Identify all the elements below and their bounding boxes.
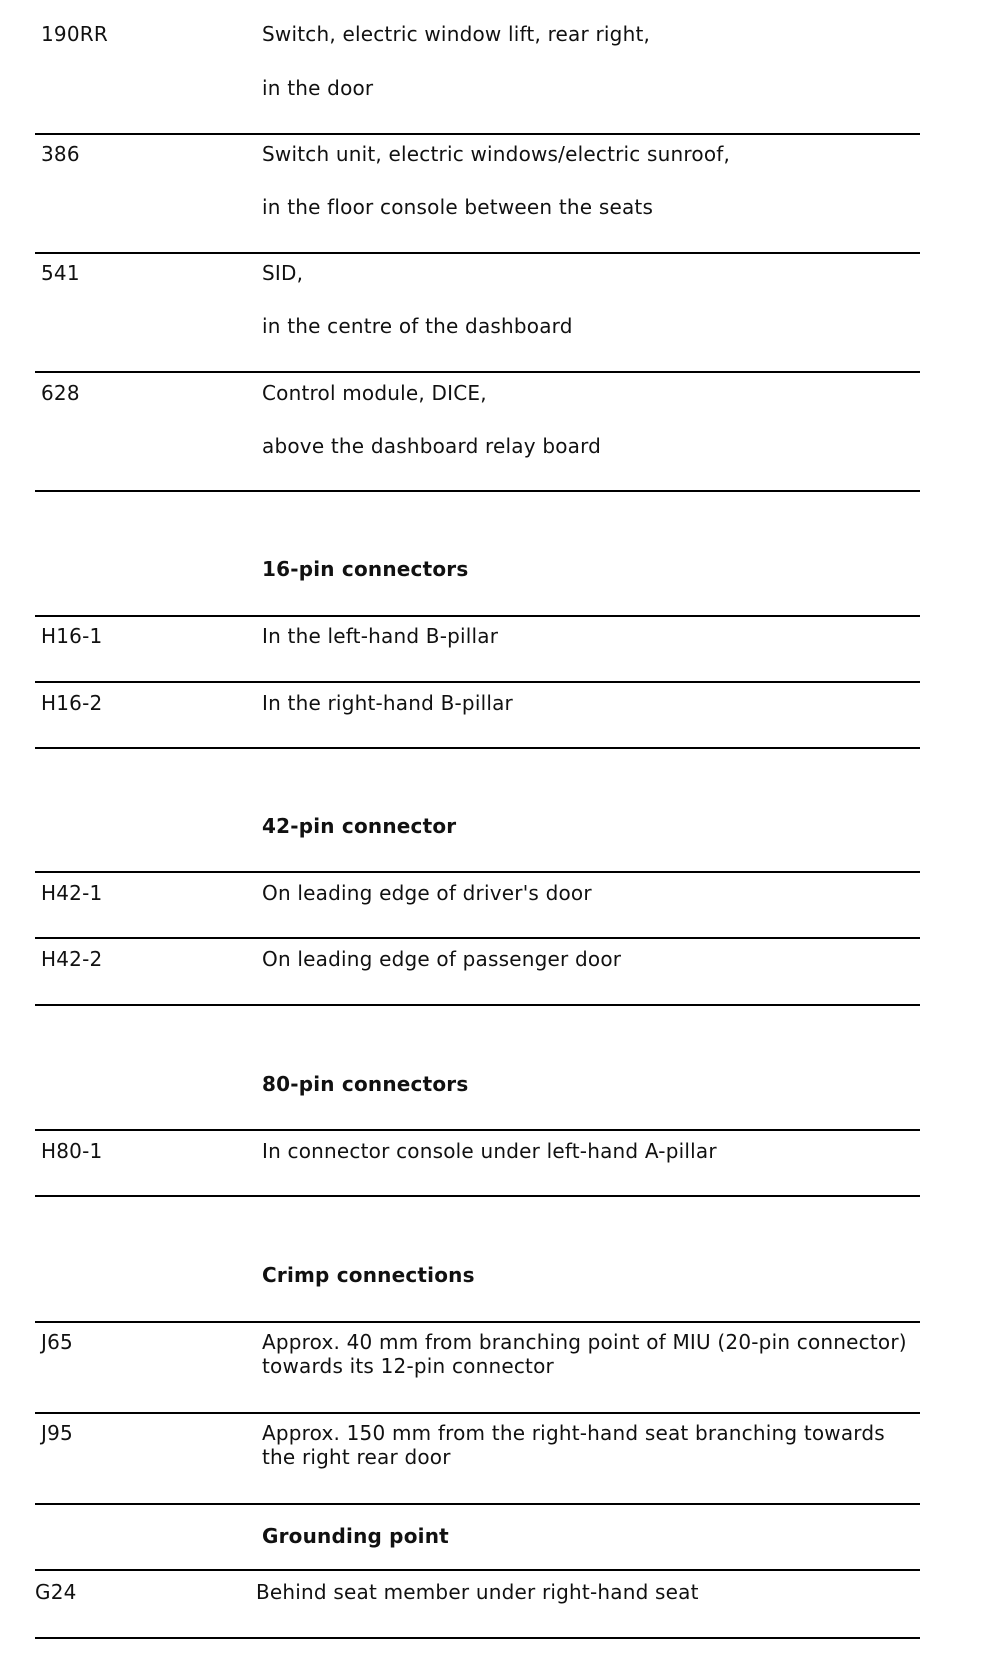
table-divider bbox=[35, 490, 920, 492]
row-description: Behind seat member under right-hand seat bbox=[256, 1580, 699, 1604]
row-code: G24 bbox=[35, 1580, 77, 1604]
table-divider bbox=[35, 681, 920, 683]
section-heading: 16-pin connectors bbox=[262, 557, 469, 581]
row-description: Approx. 40 mm from branching point of MIU (20-pin connector) towards its 12-pin connector bbox=[262, 1330, 907, 1378]
row-description-line2: above the dashboard relay board bbox=[262, 434, 602, 458]
row-code: J95 bbox=[41, 1421, 73, 1445]
row-description-line1: Control module, DICE, bbox=[262, 381, 487, 405]
row-description: In connector console under left-hand A-pillar bbox=[262, 1139, 717, 1163]
table-divider bbox=[35, 371, 920, 373]
table-divider bbox=[35, 1004, 920, 1006]
table-divider bbox=[35, 1321, 920, 1323]
table-divider bbox=[35, 252, 920, 254]
row-code: H16-2 bbox=[41, 691, 103, 715]
row-code: 190RR bbox=[41, 22, 108, 46]
row-code: H42-2 bbox=[41, 947, 103, 971]
table-divider bbox=[35, 1637, 920, 1639]
row-description-line2: in the door bbox=[262, 76, 374, 100]
row-description-line2: in the floor console between the seats bbox=[262, 195, 654, 219]
table-divider bbox=[35, 871, 920, 873]
row-description-line1: Switch, electric window lift, rear right, bbox=[262, 22, 651, 46]
row-code: 386 bbox=[41, 142, 80, 166]
table-divider bbox=[35, 1503, 920, 1505]
row-description: In the left-hand B-pillar bbox=[262, 624, 499, 648]
row-code: 541 bbox=[41, 261, 80, 285]
table-divider bbox=[35, 1129, 920, 1131]
row-code: H80-1 bbox=[41, 1139, 103, 1163]
row-description: Approx. 150 mm from the right-hand seat branching towards the right rear door bbox=[262, 1421, 885, 1469]
table-divider bbox=[35, 615, 920, 617]
section-heading: 42-pin connector bbox=[262, 814, 457, 838]
table-divider bbox=[35, 1412, 920, 1414]
table-divider bbox=[35, 747, 920, 749]
table-divider bbox=[35, 133, 920, 135]
table-divider bbox=[35, 937, 920, 939]
row-code: J65 bbox=[41, 1330, 73, 1354]
section-heading: Crimp connections bbox=[262, 1263, 475, 1287]
table-divider bbox=[35, 1569, 920, 1571]
table-divider bbox=[35, 1195, 920, 1197]
row-code: H16-1 bbox=[41, 624, 103, 648]
row-description-line1: Switch unit, electric windows/electric sunroof, bbox=[262, 142, 731, 166]
row-description: On leading edge of driver's door bbox=[262, 881, 592, 905]
row-code: 628 bbox=[41, 381, 80, 405]
row-description: On leading edge of passenger door bbox=[262, 947, 622, 971]
row-code: H42-1 bbox=[41, 881, 103, 905]
row-description: In the right-hand B-pillar bbox=[262, 691, 513, 715]
row-description-line2: in the centre of the dashboard bbox=[262, 314, 573, 338]
section-heading: Grounding point bbox=[262, 1524, 449, 1548]
section-heading: 80-pin connectors bbox=[262, 1072, 469, 1096]
row-description-line1: SID, bbox=[262, 261, 304, 285]
